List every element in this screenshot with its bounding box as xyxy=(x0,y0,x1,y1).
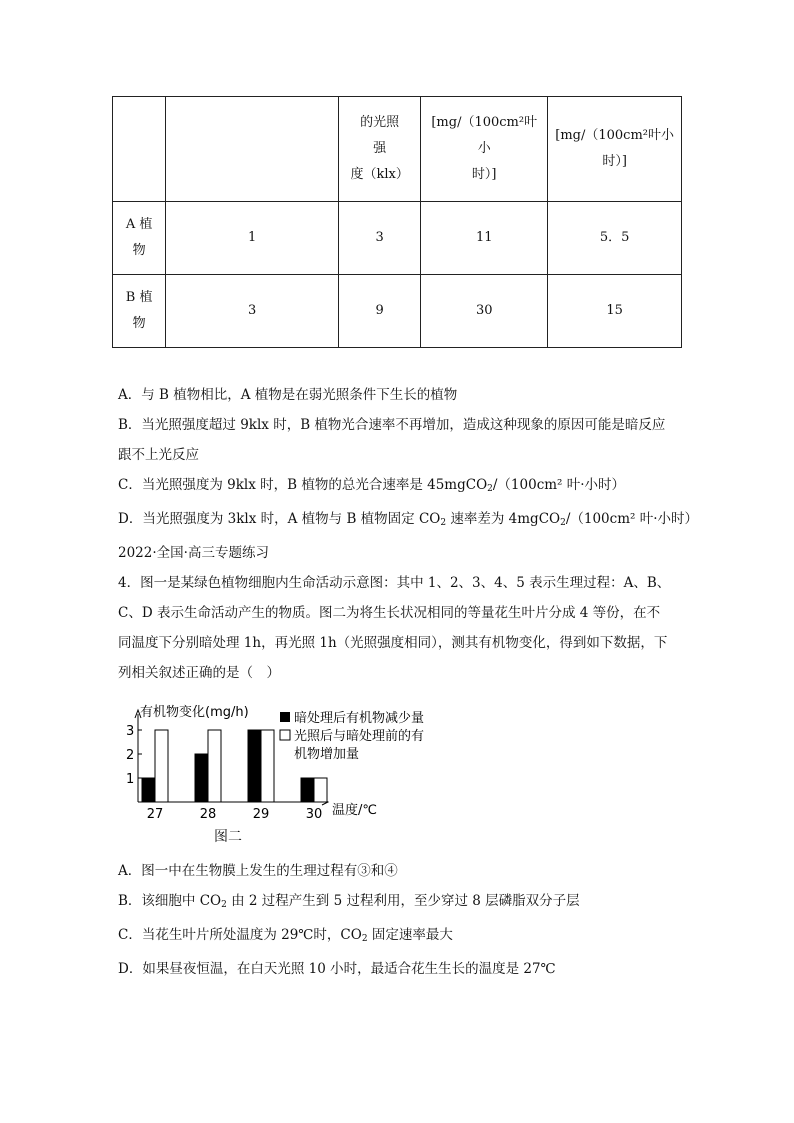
x-tick-label: 29 xyxy=(252,807,270,820)
x-tick-label: 28 xyxy=(199,807,217,820)
option-b xyxy=(118,886,688,920)
header-cell-empty-1 xyxy=(113,97,166,202)
bar xyxy=(301,778,314,802)
legend-swatch-dark xyxy=(280,712,290,722)
question4-line: 列相关叙述正确的是（ ） xyxy=(118,665,280,681)
x-tick-label: 27 xyxy=(146,807,164,820)
option-a: A．图一中在生物膜上发生的生理过程有③和④ xyxy=(118,863,398,879)
table-row xyxy=(113,202,682,275)
option-text: /（100cm² 叶·小时） xyxy=(565,511,699,527)
y-tick-label: 3 xyxy=(126,724,135,739)
row-name-text: 物 xyxy=(132,243,146,258)
bar xyxy=(142,778,155,802)
chart-marks xyxy=(126,710,328,820)
table-cell: 15 xyxy=(548,275,682,348)
option-c xyxy=(118,920,688,954)
legend-label-dark: 暗处理后有机物减少量 xyxy=(294,711,425,726)
y-axis-label: 有机物变化(mg/h) xyxy=(140,705,249,720)
header-text: [mg/（100cm²叶小 xyxy=(555,128,674,143)
header-text: 强 xyxy=(373,141,387,156)
question4-line: 同温度下分别暗处理 1h，再光照 1h（光照强度相同），测其有机物变化，得到如下数据，下 xyxy=(118,635,668,651)
legend-label-light-line2: 机物增加量 xyxy=(294,747,360,762)
option-text: C．当光照强度为 9klx 时，B 植物的总光合速率是 45mgCO xyxy=(118,477,488,493)
header-text: 度（klx） xyxy=(350,167,409,182)
subscript: 2 xyxy=(361,934,368,944)
option-text: B．该细胞中 CO xyxy=(118,893,222,909)
subscript: 2 xyxy=(440,518,447,528)
table-cell: 3 xyxy=(166,275,339,348)
bar-chart xyxy=(118,700,458,820)
bar xyxy=(248,730,261,802)
table-row xyxy=(113,275,682,348)
row-name-cell xyxy=(113,202,166,275)
y-tick-label: 2 xyxy=(126,748,135,763)
question4-options xyxy=(118,856,688,984)
legend-swatch-light xyxy=(280,730,290,740)
bar xyxy=(208,730,221,802)
question4-line: 4．图一是某绿色植物细胞内生命活动示意图：其中 1、2、3、4、5 表示生理过程：A、B、 xyxy=(118,575,671,591)
option-d xyxy=(118,504,699,538)
subscript: 2 xyxy=(560,518,566,528)
header-cell-empty-2 xyxy=(166,97,339,202)
question4-line: C、D 表示生命活动产生的物质。图二为将生长状况相同的等量花生叶片分成 4 等份，在不 xyxy=(118,605,661,621)
photosynthesis-table xyxy=(112,96,682,348)
table-cell: 30 xyxy=(421,275,548,348)
header-text: 时）] xyxy=(471,167,497,182)
bar xyxy=(155,730,168,802)
option-a: A．与 B 植物相比，A 植物是在弱光照条件下生长的植物 xyxy=(118,387,458,403)
header-text: 的光照 xyxy=(360,115,400,130)
table-cell: 3 xyxy=(339,202,421,275)
row-name-cell xyxy=(113,275,166,348)
x-axis-label: 温度/℃ xyxy=(332,803,377,818)
option-text: 速率差为 4mgCO xyxy=(446,511,561,527)
option-c xyxy=(118,470,688,504)
bar xyxy=(195,754,208,802)
row-name-text: A 植 xyxy=(125,217,153,232)
question4-stem xyxy=(118,568,688,688)
subscript: 2 xyxy=(221,900,227,910)
header-cell-light-intensity xyxy=(339,97,421,202)
bar xyxy=(314,778,327,802)
option-text: 固定速率最大 xyxy=(367,927,453,943)
header-cell-unit-1 xyxy=(421,97,548,202)
table-cell: 9 xyxy=(339,275,421,348)
figure-caption: 图二 xyxy=(214,829,242,845)
y-tick-label: 1 xyxy=(126,772,135,787)
bar xyxy=(261,730,274,802)
table-cell: 1 xyxy=(166,202,339,275)
option-b-line2: 跟不上光反应 xyxy=(118,447,199,463)
option-text: D．当光照强度为 3klx 时，A 植物与 B 植物固定 CO xyxy=(118,511,441,527)
table-cell: 11 xyxy=(421,202,548,275)
source-label: 2022·全国·高三专题练习 xyxy=(118,545,269,561)
option-d: D．如果昼夜恒温，在白天光照 10 小时，最适合花生生长的温度是 27℃ xyxy=(118,961,556,977)
table-cell: 5．5 xyxy=(548,202,682,275)
table-header-row xyxy=(113,97,682,202)
header-cell-unit-2 xyxy=(548,97,682,202)
x-tick-label: 30 xyxy=(305,807,323,820)
option-text: 由 2 过程产生到 5 过程利用，至少穿过 8 层磷脂双分子层 xyxy=(226,893,580,909)
header-text: 时）] xyxy=(602,154,627,169)
option-b-line1: B．当光照强度超过 9klx 时，B 植物光合速率不再增加，造成这种现象的原因可能是暗反应 xyxy=(118,417,666,433)
legend-label-light-line1: 光照后与暗处理前的有 xyxy=(294,729,425,744)
subscript: 2 xyxy=(487,484,493,494)
header-text: [mg/（100cm²叶小 xyxy=(431,115,538,156)
row-name-text: 物 xyxy=(132,316,146,331)
option-text: C．当花生叶片所处温度为 29℃时，CO xyxy=(118,927,362,943)
question3-options xyxy=(118,380,699,568)
row-name-text: B 植 xyxy=(125,290,153,305)
option-text: /（100cm² 叶·小时） xyxy=(492,477,626,493)
